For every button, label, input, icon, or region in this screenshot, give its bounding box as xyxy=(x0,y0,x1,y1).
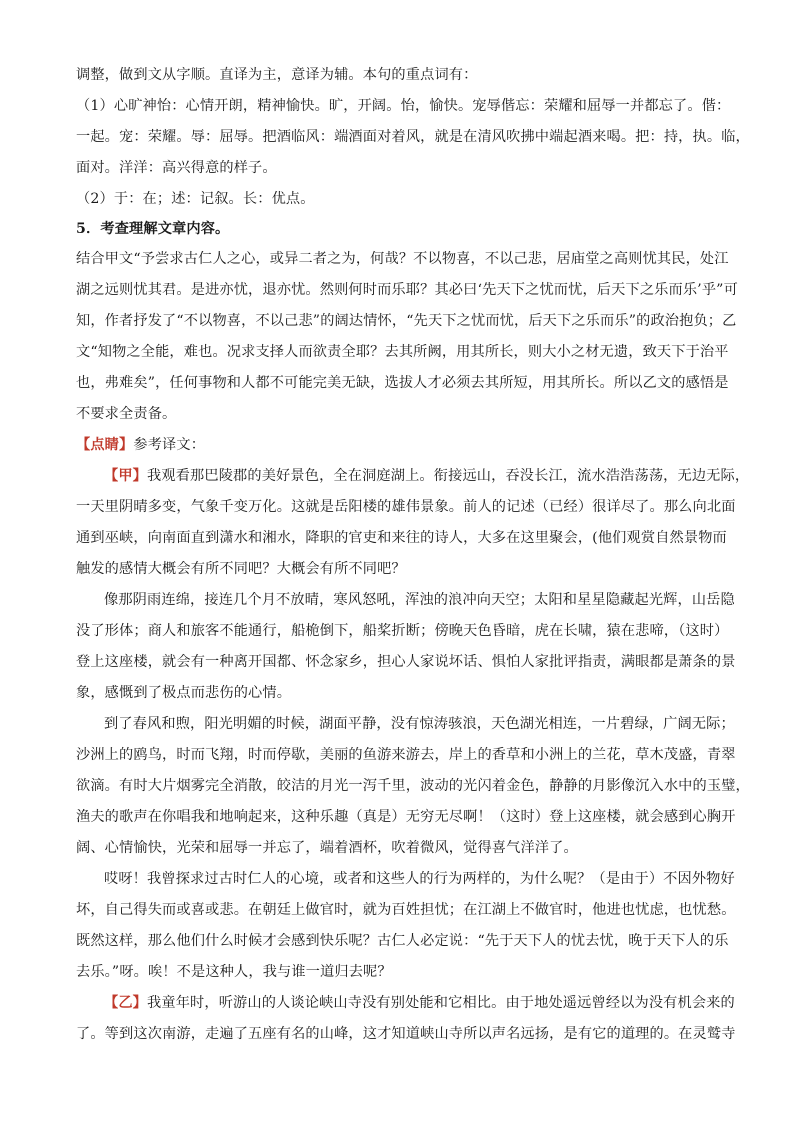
text-line: 调整，做到文从字顺。直译为主，意译为辅。本句的重点词有： xyxy=(76,67,478,83)
text-span: 我观看那巴陵郡的美好景色，全在洞庭湖上。衔接远山，吞没长江，流水浩浩荡荡，无边无际， xyxy=(147,468,750,484)
text-line: 触发的感情大概会有所不同吧？大概会有所不同吧？ xyxy=(76,561,406,577)
text-line: 没了形体；商人和旅客不能通行，船桅倒下，船桨折断；傍晚天色昏暗，虎在长啸，猿在悲啼，（这时） xyxy=(76,623,729,639)
note-heading xyxy=(76,435,726,455)
text-line: （2）于：在；述：记叙。长：优点。 xyxy=(76,191,315,207)
text-line: 渔夫的歌声在你唱我和地响起来，这种乐趣（真是）无穷无尽啊！（这时）登上这座楼，就会感到心胸开 xyxy=(76,809,736,825)
paragraph-first-line: 哎呀！我曾探求过古时仁人的心境，或者和这些人的行为两样的，为什么呢？（是由于）不因外物好 xyxy=(104,871,735,887)
text-line: 一天里阴晴多变，气象千变万化。这就是岳阳楼的雄伟景象。前人的记述（已经）很详尽了。那么向北面 xyxy=(76,499,736,515)
text-line: 不要求全责备。 xyxy=(76,406,177,422)
section-heading: 5．考查理解文章内容。 xyxy=(76,221,230,237)
text-line: （1）心旷神怡：心情开朗，精神愉快。旷，开阔。怡，愉快。宠辱偕忘：荣耀和屈辱一并都忘了。偕： xyxy=(76,98,731,114)
text-line: 沙洲上的鸥鸟，时而飞翔，时而停歇，美丽的鱼游来游去，岸上的香草和小洲上的兰花，草木茂盛，青翠 xyxy=(76,747,736,763)
text-span: 我童年时，听游山的人谈论峡山寺没有别处能和它相比。由于地处遥远曾经以为没有机会来的 xyxy=(147,995,735,1011)
text-line: 知，作者抒发了“不以物喜，不以己悲”的阔达情怀，“先天下之忧而忧，后天下之乐而乐”的政治抱负；乙 xyxy=(76,313,737,329)
text-line: 文“知物之全能，难也。况求支择人而欲责全耶？去其所阙，用其所长，则大小之材无遗，致天下于治平 xyxy=(76,344,729,360)
text-line: 通到巫峡，向南面直到潇水和湘水，降职的官吏和来往的诗人，大多在这里聚会，(他们观赏自然景物而 xyxy=(76,530,727,546)
text-line: 结合甲文“予尝求古仁人之心，或异二者之为，何哉？不以物喜，不以己悲，居庙堂之高则忧其民，处江 xyxy=(76,251,729,267)
text-line: 也，弗难矣”，任何事物和人都不可能完美无缺，选拔人才必须去其所短，用其所长。所以乙文的感悟是 xyxy=(76,375,729,391)
section-marker-yi: 【乙】 xyxy=(104,995,148,1011)
text-line: 坏，自己得失而或喜或悲。在朝廷上做官时，就为百姓担忧；在江湖上不做官时，他进也忧虑，也忧愁。 xyxy=(76,902,736,918)
paragraph-first-line: 像那阴雨连绵，接连几个月不放晴，寒风怒吼，浑浊的浪冲向天空；太阳和星星隐藏起光辉，山岳隐 xyxy=(104,592,735,608)
text-line: 一起。宠：荣耀。辱：屈辱。把酒临风：端酒面对着风，就是在清风吹拂中端起酒来喝。把：持，执。临， xyxy=(76,129,750,145)
text-line: 阔、心情愉快，光荣和屈辱一并忘了，端着酒杯，吹着微风，觉得喜气洋洋了。 xyxy=(76,840,578,856)
note-heading-text: 参考译文： xyxy=(133,437,206,453)
text-line: 象，感慨到了极点而悲伤的心情。 xyxy=(76,685,292,701)
highlight-marker: 【点睛】 xyxy=(76,437,134,453)
text-line: 登上这座楼，就会有一种离开国都、怀念家乡，担心人家说坏话、惧怕人家批评指责，满眼都是萧条的景 xyxy=(76,654,736,670)
text-line: 湖之远则忧其君。是进亦忧，退亦忧。然则何时而乐耶？其必曰‘先天下之忧而忧，后天下之乐而乐’乎”可 xyxy=(76,282,738,298)
text-line: 既然这样，那么他们什么时候才会感到快乐呢？古仁人必定说：“先于天下人的忧去忧，晚于天下人的乐 xyxy=(76,933,729,949)
text-line: 面对。洋洋：高兴得意的样子。 xyxy=(76,160,277,176)
text-line: 去乐。”呀。唉！不是这种人，我与谁一道归去呢？ xyxy=(76,964,392,980)
section-marker-jia: 【甲】 xyxy=(104,468,148,484)
paragraph-first-line xyxy=(104,466,750,486)
text-line: 欲滴。有时大片烟雾完全消散，皎洁的月光一泻千里，波动的光闪着金色，静静的月影像沉入水中的玉璧， xyxy=(76,778,750,794)
text-line: 了。等到这次南游，走遍了五座有名的山峰，这才知道峡山寺所以声名远扬，是有它的道理的。在灵鹫寺 xyxy=(76,1026,736,1042)
paragraph-first-line: 到了春风和煦，阳光明媚的时候，湖面平静，没有惊涛骇浪，天色湖光相连，一片碧绿，广阔无际； xyxy=(104,716,735,732)
paragraph-first-line xyxy=(104,993,735,1013)
